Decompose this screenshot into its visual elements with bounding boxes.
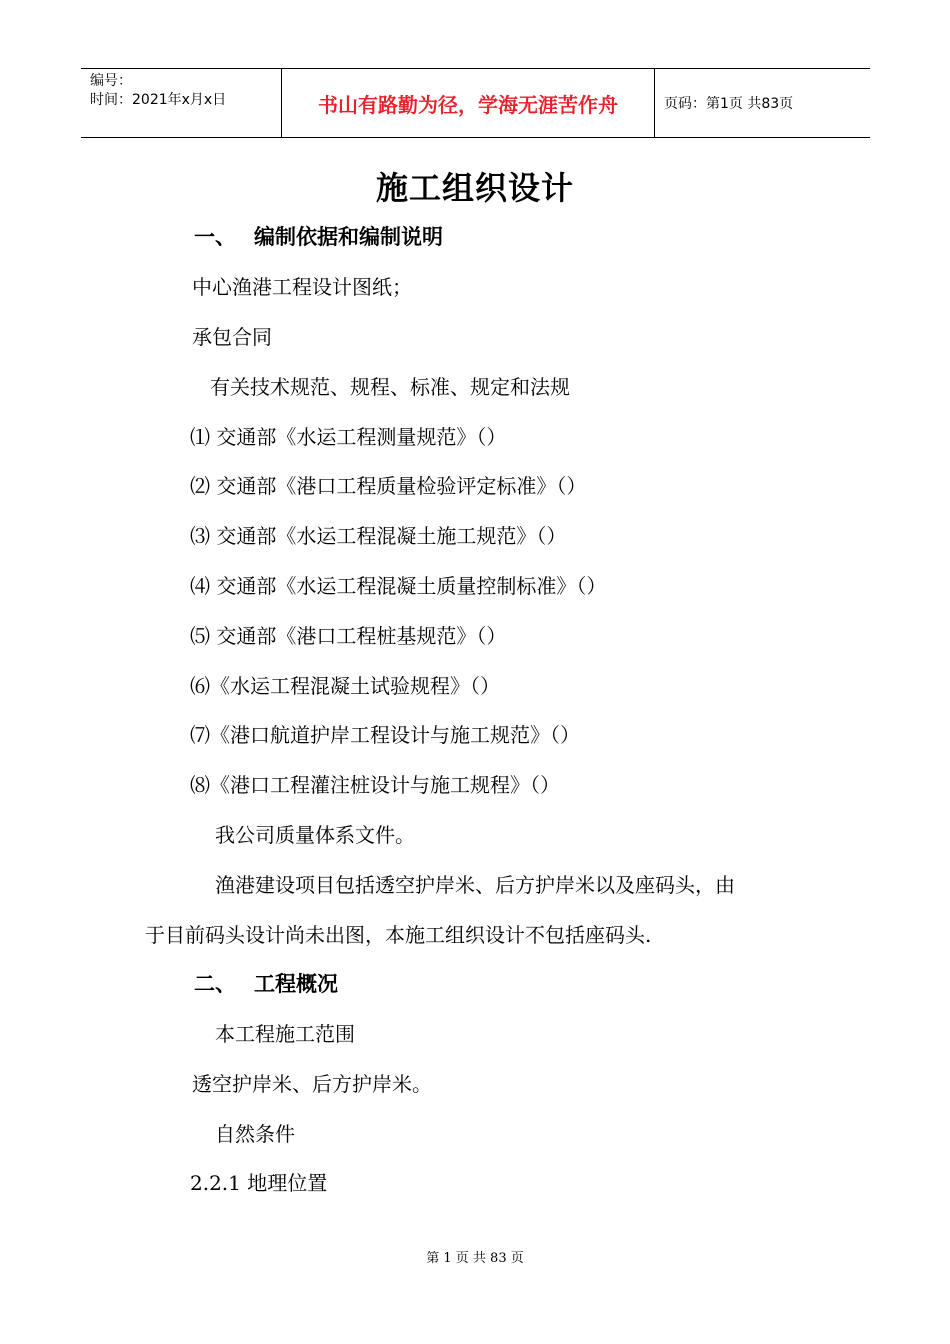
page-footer: 第 1 页 共 83 页: [426, 1251, 524, 1266]
list-item: ⑴ 交通部《水运工程测量规范》（）: [190, 425, 507, 449]
section-number: 一、: [194, 225, 236, 249]
list-item: ⑻《港口工程灌注桩设计与施工规程》（）: [190, 773, 560, 797]
paragraph: 透空护岸米、后方护岸米。: [192, 1072, 432, 1096]
page-header: [81, 68, 870, 138]
paragraph: 承包合同: [192, 325, 272, 349]
list-item: ⑺《港口航道护岸工程设计与施工规范》（）: [190, 723, 580, 747]
section-title: 工程概况: [254, 972, 338, 996]
list-item: ⑷ 交通部《水运工程混凝土质量控制标准》（）: [190, 574, 607, 598]
section-number: 二、: [194, 972, 236, 996]
subsection-heading: 2.2.1 地理位置: [190, 1171, 328, 1195]
list-item: ⑵ 交通部《港口工程质量检验评定标准》（）: [190, 474, 587, 498]
section-heading-2: [194, 968, 338, 998]
paragraph: 于目前码头设计尚未出图，本施工组织设计不包括座码头.: [145, 923, 652, 947]
list-item: ⑶ 交通部《水运工程混凝土施工规范》（）: [190, 524, 567, 548]
paragraph: 有关技术规范、规程、标准、规定和法规: [210, 375, 570, 399]
document-title: 施工组织设计: [375, 169, 574, 207]
header-motto: 书山有路勤为径，学海无涯苦作舟: [282, 69, 655, 137]
paragraph: 渔港建设项目包括透空护岸米、后方护岸米以及座码头，由: [215, 873, 735, 897]
paragraph: 中心渔港工程设计图纸；: [192, 275, 412, 299]
header-meta: [81, 69, 282, 137]
list-item: ⑸ 交通部《港口工程桩基规范》（）: [190, 624, 507, 648]
header-number: 编号：: [90, 73, 132, 89]
section-heading-1: [194, 221, 443, 251]
section-title: 编制依据和编制说明: [254, 225, 443, 249]
header-time: 时间：2021年x月x日: [90, 92, 227, 108]
header-page-info: 页码：第1页 共83页: [664, 96, 794, 112]
paragraph: 本工程施工范围: [215, 1022, 355, 1046]
paragraph: 我公司质量体系文件。: [215, 823, 415, 847]
paragraph: 自然条件: [215, 1122, 295, 1146]
list-item: ⑹《水运工程混凝土试验规程》（）: [190, 674, 500, 698]
